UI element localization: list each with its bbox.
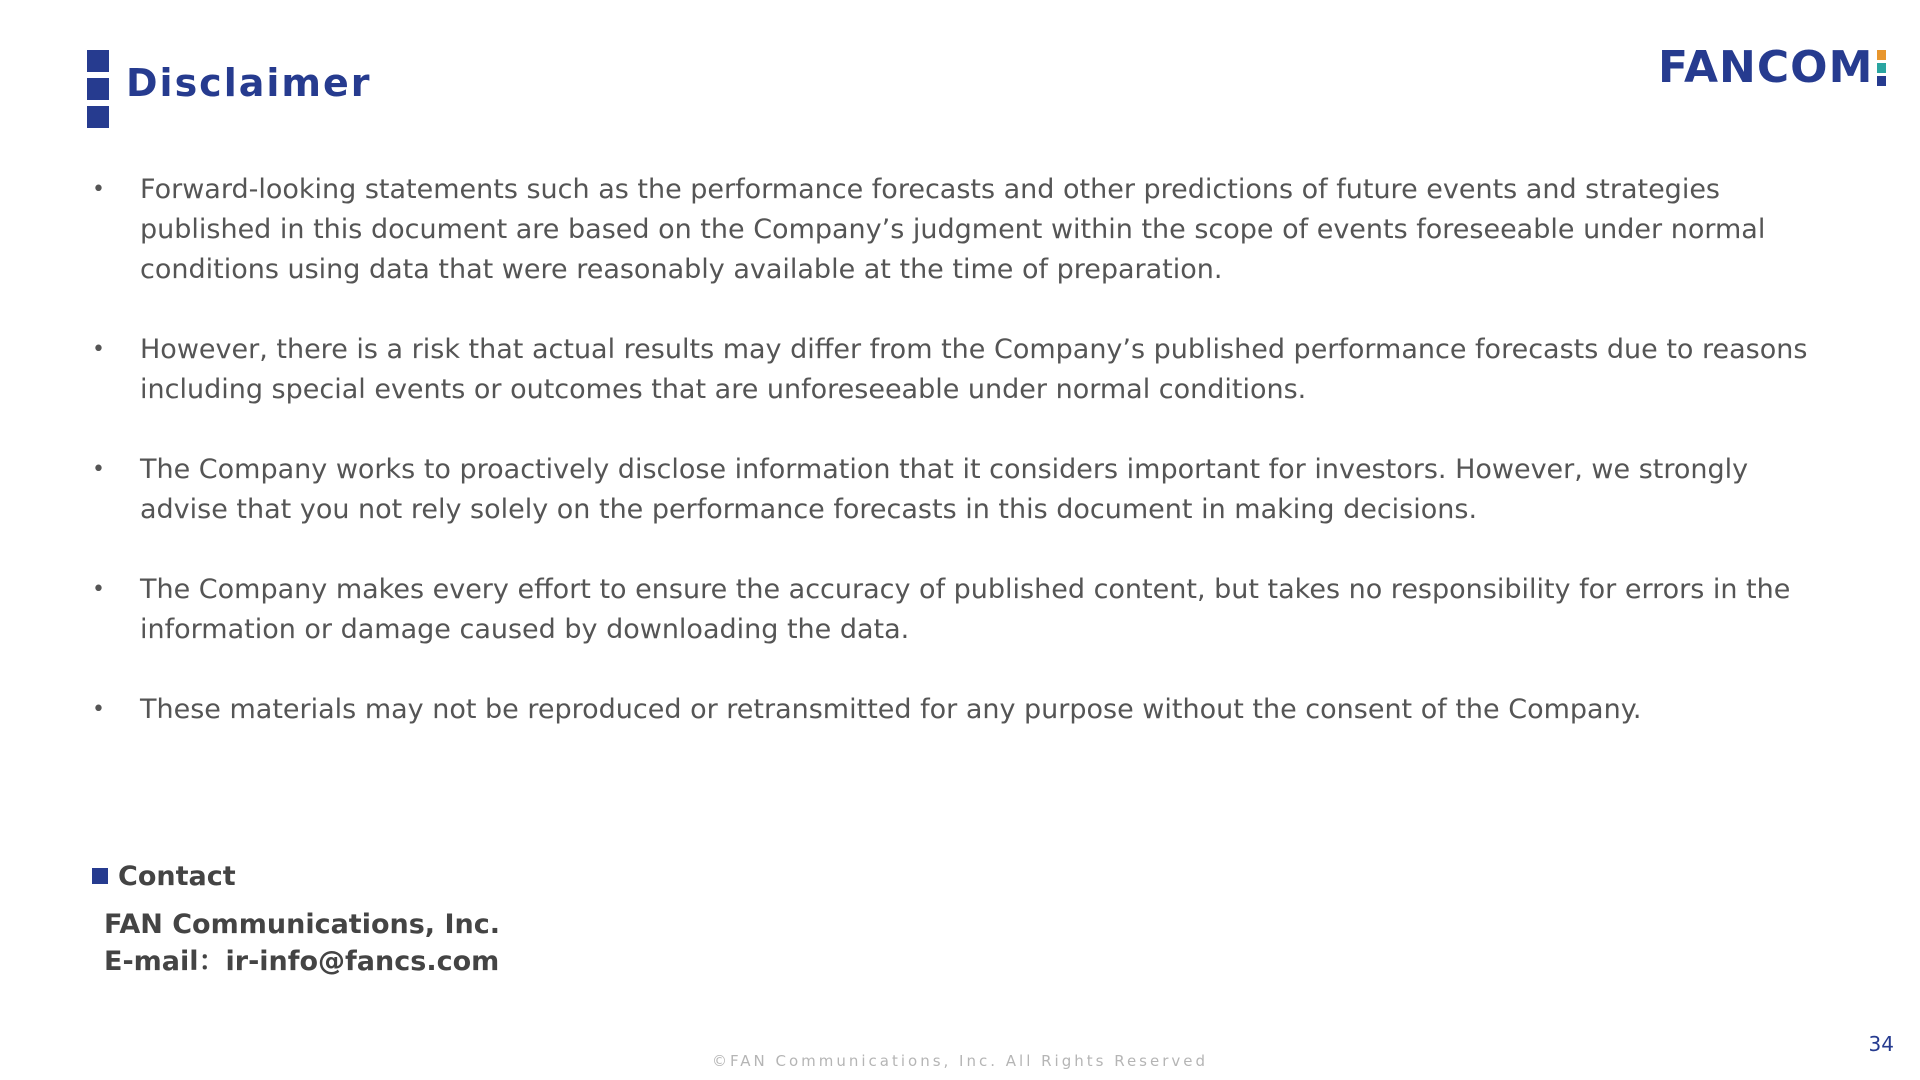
page-number: 34	[1868, 1032, 1894, 1056]
contact-company: FAN Communications, Inc.	[104, 909, 500, 940]
disclaimer-item: • The Company makes every effort to ensure the accuracy of published content, but takes no responsibility for errors in the information or damage caused by downloading the data.	[92, 570, 1812, 650]
page-title: Disclaimer	[126, 61, 372, 105]
title-marker-icon	[87, 50, 109, 128]
contact-email: E-mail：ir-info@fancs.com	[104, 946, 500, 977]
fancom-logo	[1658, 42, 1886, 93]
disclaimer-item: • The Company works to proactively disclose information that it considers important for investors. However, we strongly advise that you not rely solely on the performance forecasts in this document in making decisions.	[92, 450, 1812, 530]
disclaimer-list	[92, 170, 1812, 770]
copyright-notice: ©FAN Communications, Inc. All Rights Reserved	[711, 1052, 1209, 1070]
logo-wordmark: FANCOM	[1658, 42, 1874, 93]
disclaimer-item: • Forward-looking statements such as the performance forecasts and other predictions of future events and strategies published in this document are based on the Company’s judgment within the scope of events foreseeable under normal conditions using data that were reasonably available at the time of preparation.	[92, 170, 1812, 290]
square-bullet-icon	[92, 868, 108, 884]
disclaimer-item: • However, there is a risk that actual results may differ from the Company’s published performance forecasts due to reasons including special events or outcomes that are unforeseeable under normal conditions.	[92, 330, 1812, 410]
contact-details	[104, 906, 500, 980]
contact-heading-label: Contact	[118, 860, 236, 892]
disclaimer-item: • These materials may not be reproduced or retransmitted for any purpose without the consent of the Company.	[92, 690, 1812, 730]
contact-heading	[92, 860, 500, 892]
contact-section	[92, 860, 500, 980]
logo-color-marks-icon	[1877, 50, 1886, 86]
